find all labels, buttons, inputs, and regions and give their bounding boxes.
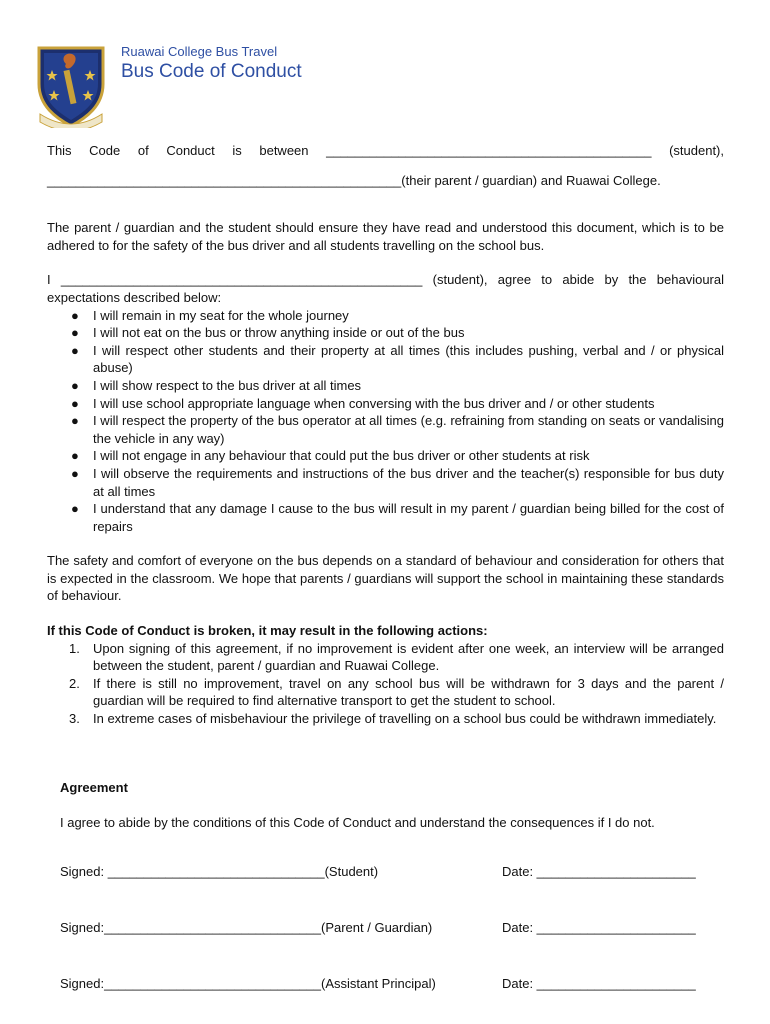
ensure-paragraph: The parent / guardian and the student should ensure they have read and understood this document, which is to be adhered to for the safety of the bus driver and all students travelling on the school bus. <box>47 220 724 253</box>
agree-intro-line: I __________________________________________________ (student), agree to abide by the behavioural <box>47 272 724 288</box>
bullet-icon: ● <box>71 307 79 323</box>
parent-signature-field[interactable]: Signed:______________________________(Parent / Guardian) <box>60 920 433 935</box>
principal-signature-field[interactable]: Signed:______________________________(Assistant Principal) <box>60 976 436 991</box>
list-item: ● I will show respect to the bus driver at all times <box>71 377 362 393</box>
bullet-icon: ● <box>71 342 79 358</box>
bullet-icon: ● <box>71 325 79 341</box>
item-number: 1. <box>69 640 80 656</box>
list-item: 1. Upon signing of this agreement, if no improvement is evident after one week, an interview will be arranged between the student, parent / guardian and Ruawai College. <box>69 640 724 674</box>
document-title: Bus Code of Conduct <box>121 61 302 82</box>
list-item: ● I will not engage in any behaviour that could put the bus driver or other students at risk <box>71 448 590 464</box>
list-item: ● I will respect other students and their property at all times (this includes pushing, verbal and / or physical abuse) <box>71 342 724 376</box>
bullet-icon: ● <box>71 448 79 464</box>
intro-line-student: This Code of Conduct is between _____________________________________________ (student), <box>47 143 724 158</box>
item-number: 2. <box>69 675 80 691</box>
bullet-icon: ● <box>71 501 79 517</box>
list-item: ● I will respect the property of the bus operator at all times (e.g. refraining from standing on seats or vandalising the vehicle in any way) <box>71 413 724 446</box>
agreement-heading: Agreement <box>60 780 128 795</box>
college-crest-logo <box>36 44 106 128</box>
list-item: 2. If there is still no improvement, travel on any school bus will be withdrawn for 3 days and the parent / guardian will be required to find alternative transport to get the student to school. <box>69 675 724 709</box>
list-item: ● I will observe the requirements and instructions of the bus driver and the teacher(s) responsible for bus duty at all times <box>71 465 724 499</box>
document-body <box>47 142 724 728</box>
document-subtitle: Ruawai College Bus Travel <box>121 44 278 59</box>
actions-list <box>47 640 724 728</box>
actions-heading: If this Code of Conduct is broken, it may result in the following actions: <box>47 623 488 639</box>
list-item: ● I will use school appropriate language when conversing with the bus driver and / or other students <box>71 395 655 411</box>
bullet-icon: ● <box>71 395 79 411</box>
item-number: 3. <box>69 711 80 727</box>
parent-date-field[interactable]: Date: ______________________ <box>502 920 696 935</box>
bullet-icon: ● <box>71 413 79 429</box>
agree-intro-continued: expectations described below: <box>47 289 222 305</box>
list-item: ● I understand that any damage I cause to the bus will result in my parent / guardian being billed for the cost of repairs <box>71 501 724 534</box>
agreement-text: I agree to abide by the conditions of this Code of Conduct and understand the consequences if I do not. <box>60 815 655 830</box>
list-item: 3. In extreme cases of misbehaviour the privilege of travelling on a school bus could be withdrawn immediately. <box>69 711 717 727</box>
safety-paragraph: The safety and comfort of everyone on the bus depends on a standard of behaviour and consideration for others that is expected in the classroom. We hope that parents / guardians will support the school in maintaining these standards of behaviour. <box>47 553 724 604</box>
student-date-field[interactable]: Date: ______________________ <box>502 864 696 879</box>
bullet-icon: ● <box>71 465 79 481</box>
list-item: ● I will remain in my seat for the whole journey <box>71 307 349 323</box>
bullet-icon: ● <box>71 377 79 393</box>
principal-date-field[interactable]: Date: ______________________ <box>502 976 696 991</box>
list-item: ● I will not eat on the bus or throw anything inside or out of the bus <box>71 325 465 341</box>
expectations-list <box>47 307 724 536</box>
intro-line-parent: _________________________________________________(their parent / guardian) and Ruawai College. <box>47 172 661 188</box>
student-signature-field[interactable]: Signed: ______________________________(Student) <box>60 864 379 879</box>
